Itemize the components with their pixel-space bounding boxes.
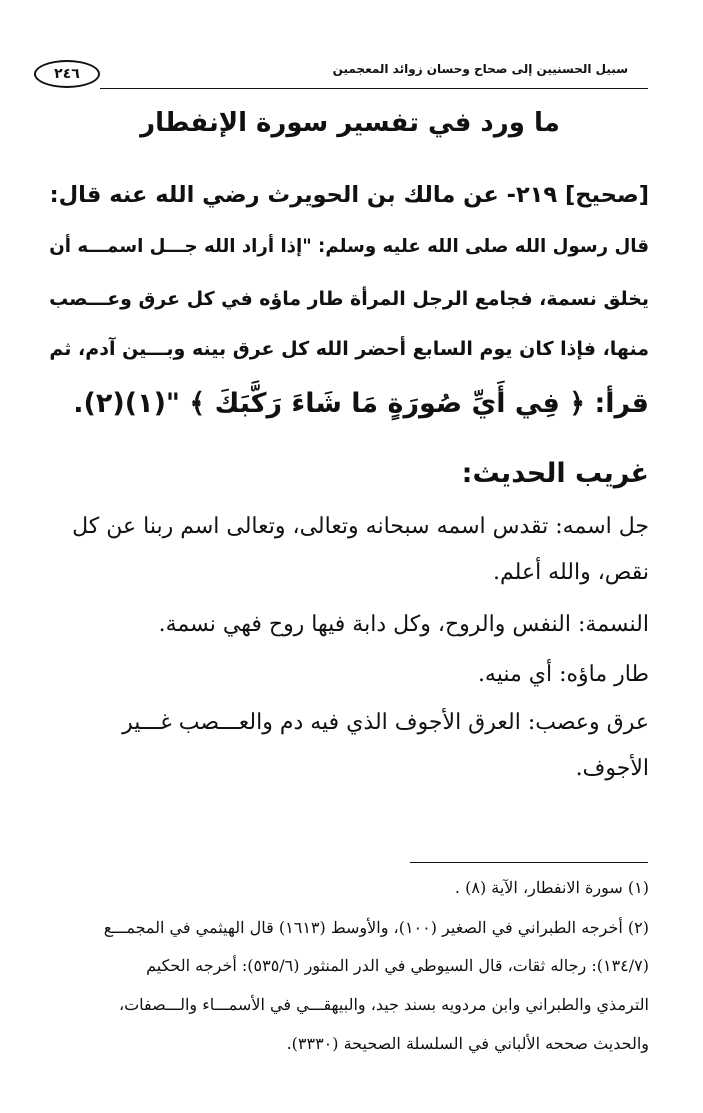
running-header: سبيل الحسنيين إلى صحاح وحسان زوائد المعجمين bbox=[332, 62, 628, 76]
footnote-line: (١) سورة الانفطار، الآية (٨) . bbox=[454, 878, 649, 897]
gharib-line: جل اسمه: تقدس اسمه سبحانه وتعالى، وتعالى اسم ربنا عن كل bbox=[72, 514, 649, 539]
gharib-line: عرق وعصب: العرق الأجوف الذي فيه دم والعـــصب غـــير bbox=[122, 710, 649, 735]
footnote-separator bbox=[410, 862, 648, 863]
hadith-line: [صحيح] ٢١٩- عن مالك بن الحويرث رضي الله عنه قال: bbox=[49, 182, 649, 208]
page-number: ٢٤٦ bbox=[34, 60, 100, 88]
footnote-line: الترمذي والطبراني وابن مردويه بسند جيد، والبيهقـــي في الأسمـــاء والـــصفات، bbox=[118, 995, 649, 1014]
hadith-line: يخلق نسمة، فجامع الرجل المرأة طار ماؤه في كل عرق وعـــصب bbox=[49, 288, 649, 310]
section-title: ما ورد في تفسير سورة الإنفطار bbox=[140, 108, 560, 138]
header-rule bbox=[100, 88, 648, 89]
footnote-line: (١٣٤/٧): رجاله ثقات، قال السيوطي في الدر المنثور (٥٣٥/٦): أخرجه الحكيم bbox=[146, 956, 649, 975]
gharib-line: الأجوف. bbox=[575, 756, 649, 781]
footnote-line: والحديث صححه الألباني في السلسلة الصحيحة (٣٣٣٠). bbox=[286, 1034, 649, 1053]
footnote-line: (٢) أخرجه الطبراني في الصغير (١٠٠)، والأوسط (١٦١٣) قال الهيثمي في المجمـــع bbox=[103, 918, 649, 937]
hadith-line: قال رسول الله صلى الله عليه وسلم: "إذا أراد الله جـــل اسمـــه أن bbox=[49, 236, 649, 257]
gharib-line: نقص، والله أعلم. bbox=[493, 560, 649, 585]
hadith-line: قرأ: ﴿ فِي أَيِّ صُورَةٍ مَا شَاءَ رَكَّبَكَ ﴾ "(١)(٢). bbox=[73, 388, 649, 419]
gharib-line: طار ماؤه: أي منيه. bbox=[477, 662, 649, 687]
hadith-line: منها، فإذا كان يوم السابع أحضر الله كل عرق بينه وبـــين آدم، ثم bbox=[49, 338, 649, 360]
gharib-line: النسمة: النفس والروح، وكل دابة فيها روح فهي نسمة. bbox=[158, 612, 649, 637]
gharib-heading: غريب الحديث: bbox=[461, 458, 649, 489]
